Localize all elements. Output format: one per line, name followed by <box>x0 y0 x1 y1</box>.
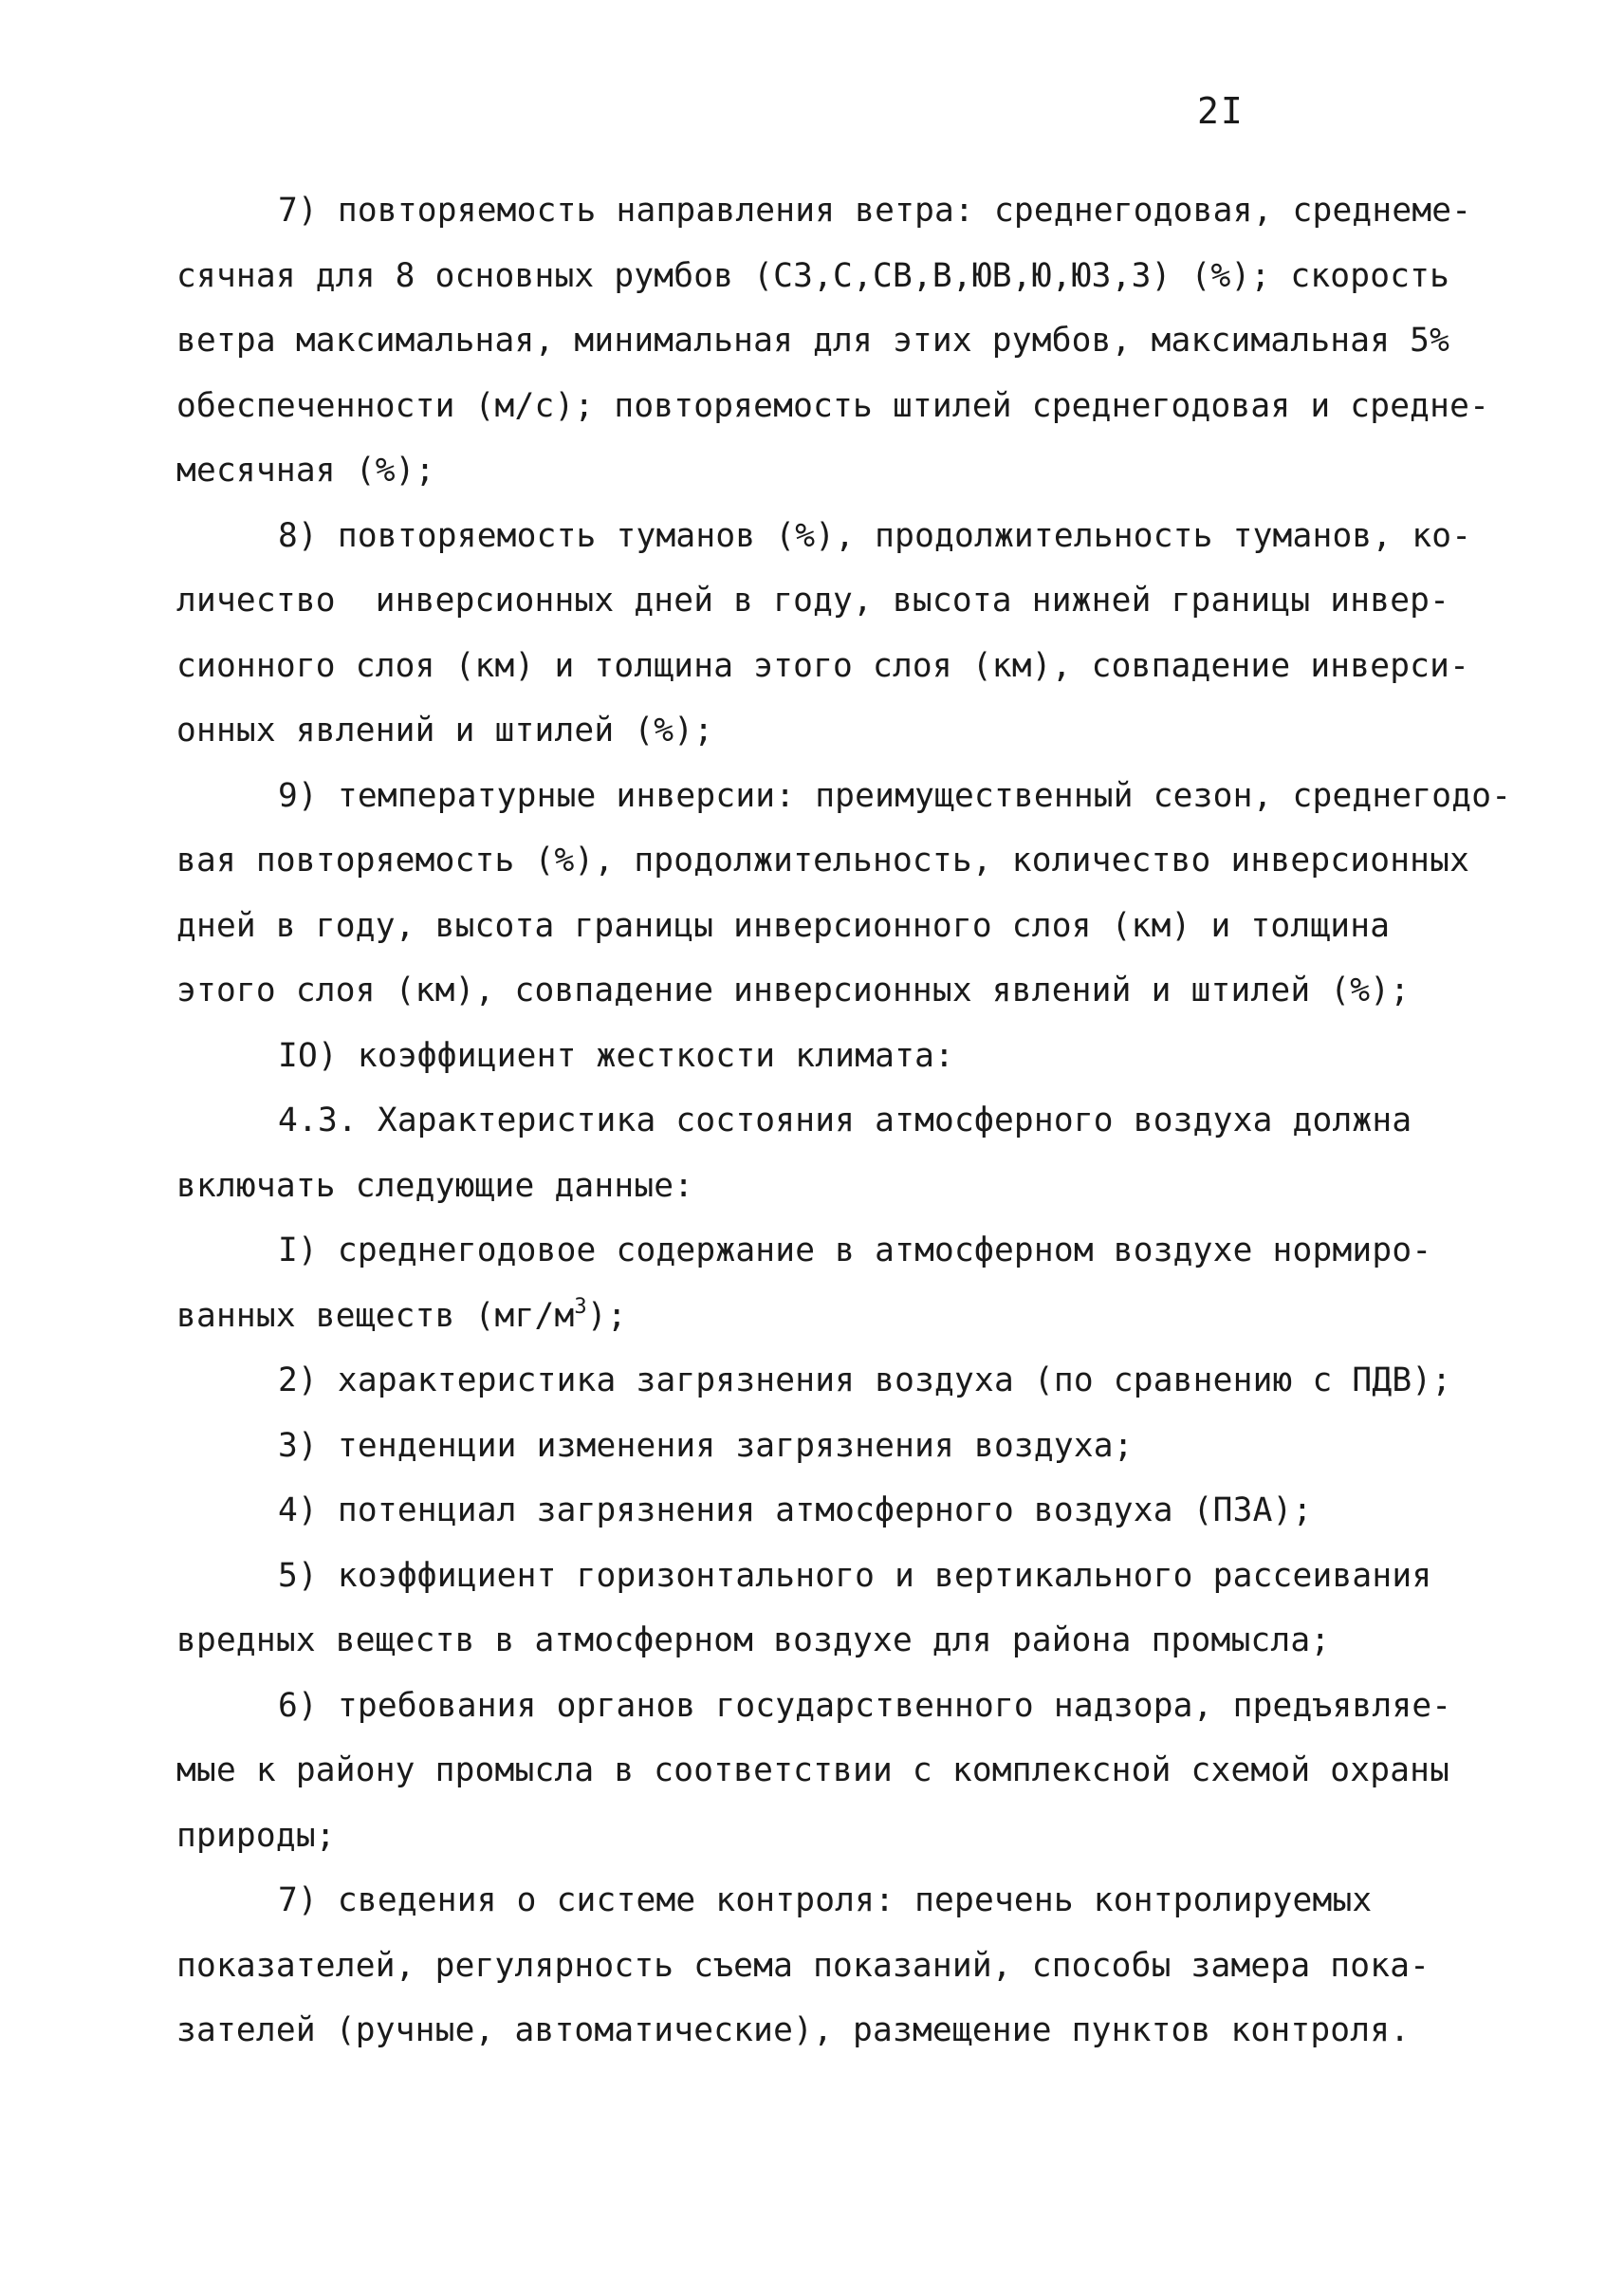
text-line: показателей, регулярность съема показаний, способы замера пока- <box>176 1946 1430 1985</box>
paragraph-fog-frequency <box>176 504 1472 764</box>
text-line: обеспеченности (м/с); повторяемость штилей среднегодовая и средне- <box>176 386 1490 425</box>
text-line: онных явлений и штилей (%); <box>176 712 714 750</box>
superscript-cube: 3 <box>574 1294 587 1319</box>
text-line: зателей (ручные, автоматические), размещение пунктов контроля. <box>176 2011 1411 2049</box>
paragraph-pollution-trends <box>176 1414 1467 1479</box>
paragraph-control-system <box>176 1868 1467 2064</box>
paragraph-dispersion-coefficient <box>176 1544 1467 1674</box>
text-fragment: ); <box>586 1296 627 1335</box>
text-line: 4) потенциал загрязнения атмосферного воздуха (ПЗА); <box>278 1491 1313 1529</box>
text-line: 9) температурные инверсии: преимущественный сезон, среднегодо- <box>278 776 1512 815</box>
text-line: включать следующие данные: <box>176 1166 694 1205</box>
text-line: месячная (%); <box>176 452 435 490</box>
text-line: 7) повторяемость направления ветра: среднегодовая, среднеме- <box>278 192 1472 230</box>
page-number: 2I <box>1197 90 1245 132</box>
text-line: 3) тенденции изменения загрязнения воздуха; <box>278 1426 1134 1465</box>
text-fragment: ванных веществ (мг/м <box>176 1296 575 1335</box>
text-line: 6) требования органов государственного надзора, предъявляе- <box>278 1686 1452 1725</box>
paragraph-climate-coefficient <box>176 1024 1467 1089</box>
paragraph-annual-content <box>176 1218 1467 1348</box>
text-line: 7) сведения о системе контроля: перечень контролируемых <box>278 1881 1373 1919</box>
text-line: 8) повторяемость туманов (%), продолжительность туманов, ко- <box>278 516 1472 555</box>
text-line: этого слоя (км), совпадение инверсионных явлений и штилей (%); <box>176 972 1411 1009</box>
paragraph-wind-frequency <box>176 178 1490 504</box>
text-line: вредных веществ в атмосферном воздухе для района промысла; <box>176 1621 1331 1659</box>
text-line: сячная для 8 основных румбов (СЗ,С,СВ,В,ЮВ,Ю,ЮЗ,З) (%); скорость <box>176 256 1450 295</box>
text-line: 4.3. Характеристика состояния атмосферного воздуха должна <box>278 1102 1412 1139</box>
paragraph-temperature-inversions <box>176 764 1512 1024</box>
text-line: I) среднегодовое содержание в атмосферном воздухе нормиро- <box>278 1231 1432 1269</box>
text-line: 5) коэффициент горизонтального и вертикального рассеивания <box>278 1556 1432 1595</box>
document-body <box>176 178 1512 2064</box>
paragraph-pollution-characteristic <box>176 1348 1467 1414</box>
text-line: мые к району промысла в соответствии с комплексной схемой охраны <box>176 1751 1450 1789</box>
text-line: дней в году, высота границы инверсионного слоя (км) и толщина <box>176 906 1391 945</box>
paragraph-section-4-3 <box>176 1088 1467 1218</box>
text-line: сионного слоя (км) и толщина этого слоя (км), совпадение инверси- <box>176 646 1470 685</box>
text-line: IO) коэффициент жесткости климата: <box>278 1036 955 1075</box>
text-line-with-superscript <box>176 1284 1467 1349</box>
text-line: природы; <box>176 1816 336 1855</box>
text-line: 2) характеристика загрязнения воздуха (по сравнению с ПДВ); <box>278 1361 1452 1399</box>
paragraph-pollution-potential <box>176 1478 1467 1544</box>
text-line: вая повторяемость (%), продолжительность, количество инверсионных <box>176 842 1470 880</box>
text-line: личество инверсионных дней в году, высота нижней границы инвер- <box>176 582 1450 620</box>
paragraph-supervision-requirements <box>176 1674 1467 1869</box>
text-line: ветра максимальная, минимальная для этих румбов, максимальная 5% <box>176 322 1450 360</box>
